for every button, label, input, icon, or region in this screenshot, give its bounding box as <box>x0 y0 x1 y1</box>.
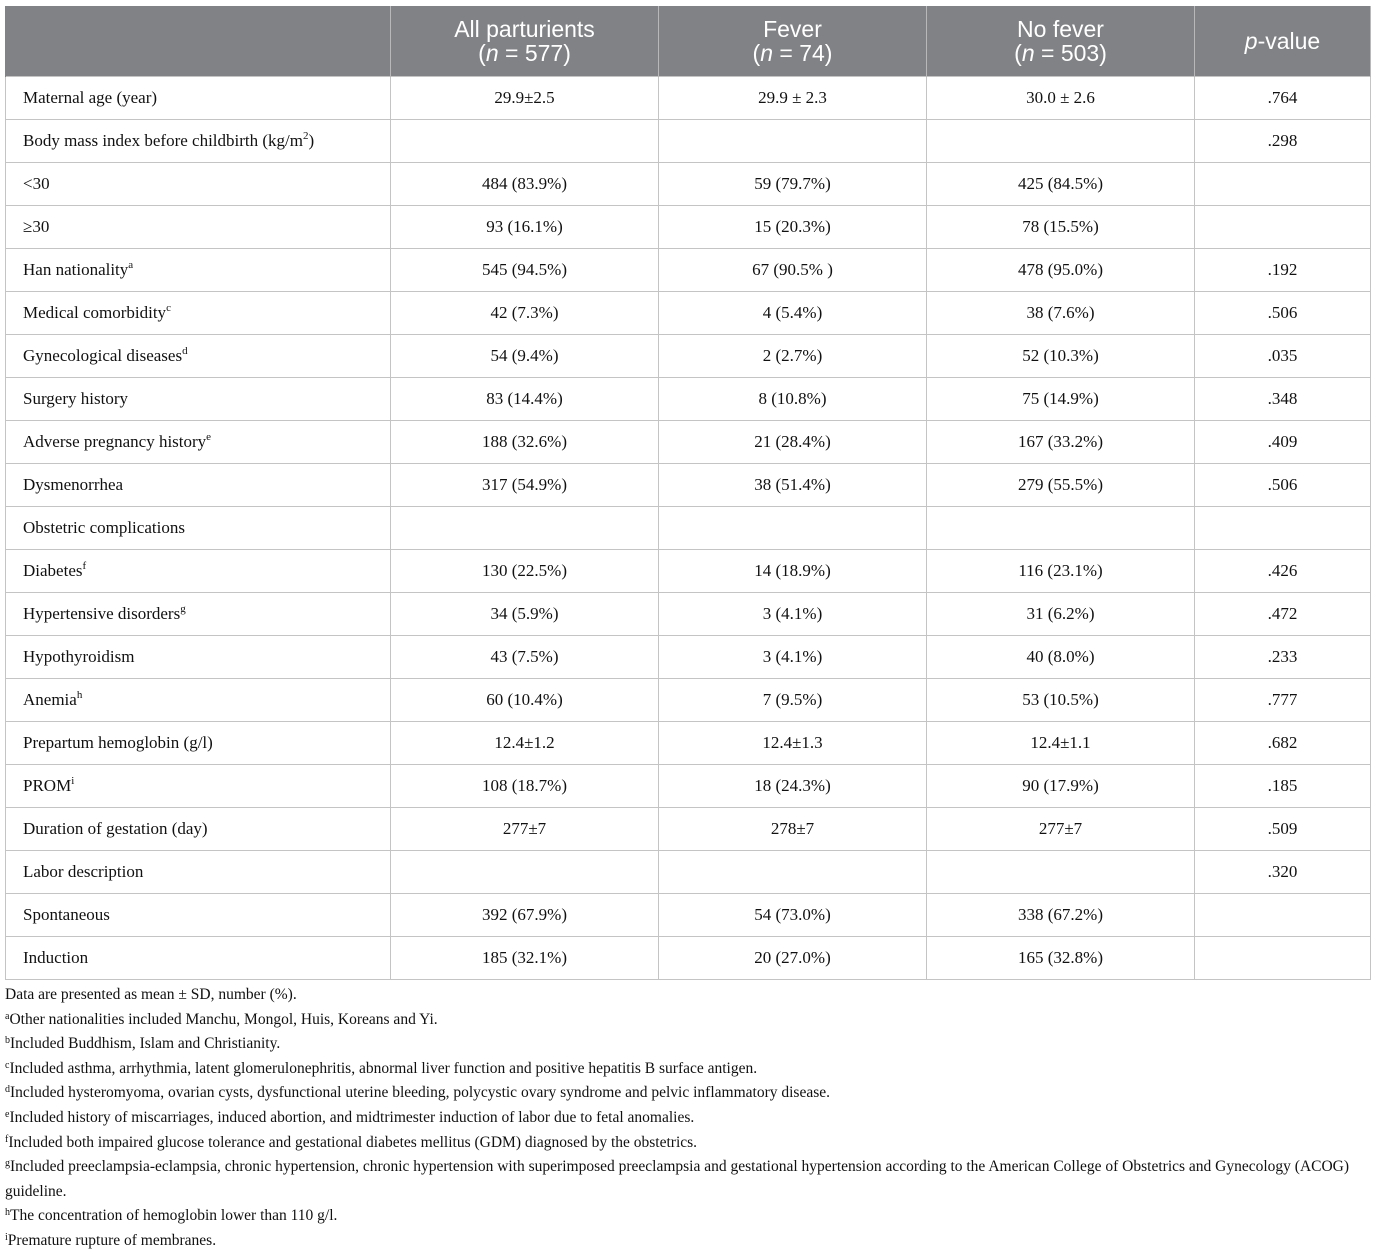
row-label <box>6 808 391 851</box>
no-fever-cell: 277±7 <box>927 808 1195 851</box>
table-row <box>6 421 1371 464</box>
p-value-cell: .298 <box>1195 120 1371 163</box>
header-label: All parturients <box>454 16 595 42</box>
all-parturients-cell: 484 (83.9%) <box>391 163 659 206</box>
table-row <box>6 507 1371 550</box>
row-label-text: Gynecological diseases <box>23 346 183 365</box>
header-label: No fever <box>1017 16 1104 42</box>
table-footnotes <box>5 983 1370 1254</box>
table-row <box>6 722 1371 765</box>
footnote <box>5 1204 1370 1229</box>
table-row <box>6 550 1371 593</box>
table-row <box>6 120 1371 163</box>
footnote-marker: f <box>82 560 87 572</box>
fever-cell: 29.9 ± 2.3 <box>659 77 927 120</box>
all-parturients-cell <box>391 851 659 894</box>
p-value-cell <box>1195 206 1371 249</box>
table-header <box>6 6 1371 77</box>
fever-cell <box>659 851 927 894</box>
no-fever-cell: 12.4±1.1 <box>927 722 1195 765</box>
footnote-text: Included both impaired glucose tolerance and gestational diabetes mellitus (GDM) diagnosed by the obstetrics. <box>8 1133 698 1151</box>
table-row <box>6 77 1371 120</box>
row-label-text: Spontaneous <box>23 905 110 924</box>
p-value-cell: .233 <box>1195 636 1371 679</box>
row-label <box>6 292 391 335</box>
table-row <box>6 249 1371 292</box>
row-label <box>6 937 391 980</box>
table-body <box>6 77 1371 980</box>
all-parturients-cell: 54 (9.4%) <box>391 335 659 378</box>
row-label <box>6 894 391 937</box>
row-label <box>6 378 391 421</box>
footnote-marker: e <box>206 431 212 443</box>
p-value-cell: .320 <box>1195 851 1371 894</box>
table-row <box>6 679 1371 722</box>
all-parturients-cell: 130 (22.5%) <box>391 550 659 593</box>
header-no-fever <box>927 6 1195 77</box>
fever-cell: 18 (24.3%) <box>659 765 927 808</box>
footnote <box>5 1106 1370 1131</box>
no-fever-cell: 53 (10.5%) <box>927 679 1195 722</box>
footnote-marker: d <box>182 345 188 357</box>
all-parturients-cell: 188 (32.6%) <box>391 421 659 464</box>
no-fever-cell: 425 (84.5%) <box>927 163 1195 206</box>
fever-cell: 3 (4.1%) <box>659 593 927 636</box>
p-value-cell: .682 <box>1195 722 1371 765</box>
all-parturients-cell: 12.4±1.2 <box>391 722 659 765</box>
row-label-text: Medical comorbidity <box>23 303 167 322</box>
no-fever-cell: 31 (6.2%) <box>927 593 1195 636</box>
fever-cell: 21 (28.4%) <box>659 421 927 464</box>
p-value-cell: .506 <box>1195 292 1371 335</box>
row-label <box>6 679 391 722</box>
no-fever-cell: 75 (14.9%) <box>927 378 1195 421</box>
fever-cell: 3 (4.1%) <box>659 636 927 679</box>
no-fever-cell: 478 (95.0%) <box>927 249 1195 292</box>
row-label-text: Hypothyroidism <box>23 647 135 666</box>
table-row <box>6 808 1371 851</box>
footnote <box>5 1229 1370 1254</box>
p-value-cell: .777 <box>1195 679 1371 722</box>
footnote-text: Included Buddhism, Islam and Christianity. <box>10 1035 281 1053</box>
row-label-text: <30 <box>23 174 50 193</box>
footnote-text: Included history of miscarriages, induced abortion, and midtrimester induction of labor due to fetal anomalies. <box>9 1108 695 1126</box>
p-value-cell: .348 <box>1195 378 1371 421</box>
row-label-text: Adverse pregnancy history <box>23 432 207 451</box>
table-row <box>6 335 1371 378</box>
footnote <box>5 1131 1370 1156</box>
row-label-suffix: ) <box>308 131 315 150</box>
row-label <box>6 421 391 464</box>
no-fever-cell: 30.0 ± 2.6 <box>927 77 1195 120</box>
footnote <box>5 983 1370 1008</box>
footnote-letter: d <box>5 1084 10 1096</box>
row-label <box>6 722 391 765</box>
header-row <box>6 6 1371 77</box>
all-parturients-cell <box>391 120 659 163</box>
header-n: (n = 577) <box>478 40 571 66</box>
footnote-letter: e <box>5 1108 10 1120</box>
p-value-cell <box>1195 937 1371 980</box>
row-label <box>6 593 391 636</box>
footnote <box>5 1032 1370 1057</box>
no-fever-cell: 38 (7.6%) <box>927 292 1195 335</box>
fever-cell <box>659 507 927 550</box>
footnote-text: Included hysteromyoma, ovarian cysts, dysfunctional uterine bleeding, polycystic ovary syndrome and pelvic inflammatory disease. <box>10 1084 830 1102</box>
table-row <box>6 378 1371 421</box>
table-row <box>6 206 1371 249</box>
header-all-parturients <box>391 6 659 77</box>
row-label-text: Dysmenorrhea <box>23 475 124 494</box>
fever-cell: 67 (90.5% ) <box>659 249 927 292</box>
footnote-marker: a <box>128 259 134 271</box>
no-fever-cell: 338 (67.2%) <box>927 894 1195 937</box>
row-label-text: Hypertensive disorders <box>23 604 181 623</box>
all-parturients-cell: 83 (14.4%) <box>391 378 659 421</box>
row-label-text: ≥30 <box>23 217 50 236</box>
row-label-text: Surgery history <box>23 389 128 408</box>
fever-cell: 4 (5.4%) <box>659 292 927 335</box>
footnote-text: Data are presented as mean ± SD, number (%). <box>5 986 297 1003</box>
footnote <box>5 1155 1370 1204</box>
footnote-marker: h <box>76 689 83 701</box>
row-label <box>6 636 391 679</box>
row-label-text: PROM <box>23 776 72 795</box>
characteristics-table <box>5 6 1371 980</box>
p-value-cell: .185 <box>1195 765 1371 808</box>
all-parturients-cell: 545 (94.5%) <box>391 249 659 292</box>
p-value-cell: .764 <box>1195 77 1371 120</box>
all-parturients-cell: 43 (7.5%) <box>391 636 659 679</box>
table-row <box>6 163 1371 206</box>
fever-cell: 20 (27.0%) <box>659 937 927 980</box>
no-fever-cell: 167 (33.2%) <box>927 421 1195 464</box>
footnote-letter: i <box>5 1231 8 1243</box>
p-value-cell: .509 <box>1195 808 1371 851</box>
all-parturients-cell: 317 (54.9%) <box>391 464 659 507</box>
footnote <box>5 1081 1370 1106</box>
all-parturients-cell: 29.9±2.5 <box>391 77 659 120</box>
header-empty-cell <box>6 6 391 77</box>
header-n: (n = 503) <box>1014 40 1107 66</box>
footnote-text: Included asthma, arrhythmia, latent glomerulonephritis, abnormal liver function and positive hepatitis B surface antigen. <box>9 1059 758 1077</box>
row-label-text: Body mass index before childbirth (kg/m <box>23 131 303 150</box>
fever-cell: 15 (20.3%) <box>659 206 927 249</box>
fever-cell: 38 (51.4%) <box>659 464 927 507</box>
row-label-text: Maternal age (year) <box>23 88 158 107</box>
header-label: Fever <box>763 16 822 42</box>
p-value-cell: .035 <box>1195 335 1371 378</box>
no-fever-cell: 279 (55.5%) <box>927 464 1195 507</box>
no-fever-cell <box>927 507 1195 550</box>
fever-cell: 7 (9.5%) <box>659 679 927 722</box>
header-p-value: p-value <box>1195 6 1371 77</box>
no-fever-cell: 165 (32.8%) <box>927 937 1195 980</box>
footnote-letter: a <box>5 1010 10 1022</box>
footnote-letter: g <box>5 1158 10 1170</box>
no-fever-cell: 40 (8.0%) <box>927 636 1195 679</box>
row-label <box>6 206 391 249</box>
no-fever-cell: 78 (15.5%) <box>927 206 1195 249</box>
fever-cell: 278±7 <box>659 808 927 851</box>
p-value-cell <box>1195 507 1371 550</box>
footnote-text: The concentration of hemoglobin lower than 110 g/l. <box>10 1207 338 1225</box>
fever-cell: 8 (10.8%) <box>659 378 927 421</box>
footnote-marker: g <box>180 603 186 615</box>
no-fever-cell: 52 (10.3%) <box>927 335 1195 378</box>
p-value-cell <box>1195 894 1371 937</box>
row-label-text: Han nationality <box>23 260 129 279</box>
footnote-marker: c <box>166 302 171 314</box>
all-parturients-cell: 185 (32.1%) <box>391 937 659 980</box>
no-fever-cell: 90 (17.9%) <box>927 765 1195 808</box>
no-fever-cell <box>927 851 1195 894</box>
row-label-text: Prepartum hemoglobin (g/l) <box>23 733 213 752</box>
footnote-marker: i <box>71 775 75 787</box>
row-label <box>6 507 391 550</box>
row-label <box>6 765 391 808</box>
header-fever <box>659 6 927 77</box>
footnote-letter: h <box>5 1207 10 1219</box>
p-value-cell <box>1195 163 1371 206</box>
p-value-cell: .192 <box>1195 249 1371 292</box>
all-parturients-cell: 392 (67.9%) <box>391 894 659 937</box>
row-label <box>6 335 391 378</box>
no-fever-cell <box>927 120 1195 163</box>
all-parturients-cell: 108 (18.7%) <box>391 765 659 808</box>
footnote-letter: f <box>5 1133 9 1145</box>
footnote <box>5 1008 1370 1033</box>
no-fever-cell: 116 (23.1%) <box>927 550 1195 593</box>
table-row <box>6 851 1371 894</box>
fever-cell: 12.4±1.3 <box>659 722 927 765</box>
p-value-cell: .409 <box>1195 421 1371 464</box>
p-value-cell: .506 <box>1195 464 1371 507</box>
row-label <box>6 851 391 894</box>
footnote-letter: b <box>5 1035 10 1047</box>
table-row <box>6 894 1371 937</box>
table-row <box>6 464 1371 507</box>
all-parturients-cell: 34 (5.9%) <box>391 593 659 636</box>
all-parturients-cell: 42 (7.3%) <box>391 292 659 335</box>
row-label-text: Induction <box>23 948 89 967</box>
fever-cell: 2 (2.7%) <box>659 335 927 378</box>
table-row <box>6 292 1371 335</box>
all-parturients-cell <box>391 507 659 550</box>
row-label-text: Labor description <box>23 862 144 881</box>
row-label-text: Duration of gestation (day) <box>23 819 208 838</box>
footnote-letter: c <box>5 1059 10 1071</box>
footnote-text: Other nationalities included Manchu, Mongol, Huis, Koreans and Yi. <box>9 1010 438 1028</box>
row-label <box>6 163 391 206</box>
p-value-cell: .472 <box>1195 593 1371 636</box>
fever-cell: 14 (18.9%) <box>659 550 927 593</box>
table-container <box>5 6 1370 980</box>
fever-cell <box>659 120 927 163</box>
row-label-text: Diabetes <box>23 561 83 580</box>
fever-cell: 54 (73.0%) <box>659 894 927 937</box>
footnote <box>5 1057 1370 1082</box>
footnote-text: Included preeclampsia-eclampsia, chronic hypertension, chronic hypertension with superimposed preeclampsia and gestational hypertension according to the American College of Obstetrics and Gynecology (ACOG) guideline. <box>5 1158 1350 1200</box>
footnote-marker: 2 <box>302 130 309 142</box>
row-label <box>6 249 391 292</box>
row-label <box>6 120 391 163</box>
row-label-text: Obstetric complications <box>23 518 185 537</box>
row-label <box>6 77 391 120</box>
table-row <box>6 636 1371 679</box>
table-row <box>6 765 1371 808</box>
footnote-text: Premature rupture of membranes. <box>7 1231 217 1249</box>
header-n: (n = 74) <box>752 40 833 66</box>
all-parturients-cell: 93 (16.1%) <box>391 206 659 249</box>
all-parturients-cell: 60 (10.4%) <box>391 679 659 722</box>
row-label <box>6 464 391 507</box>
table-row <box>6 937 1371 980</box>
p-value-cell: .426 <box>1195 550 1371 593</box>
row-label <box>6 550 391 593</box>
fever-cell: 59 (79.7%) <box>659 163 927 206</box>
table-row <box>6 593 1371 636</box>
row-label-text: Anemia <box>23 690 77 709</box>
all-parturients-cell: 277±7 <box>391 808 659 851</box>
